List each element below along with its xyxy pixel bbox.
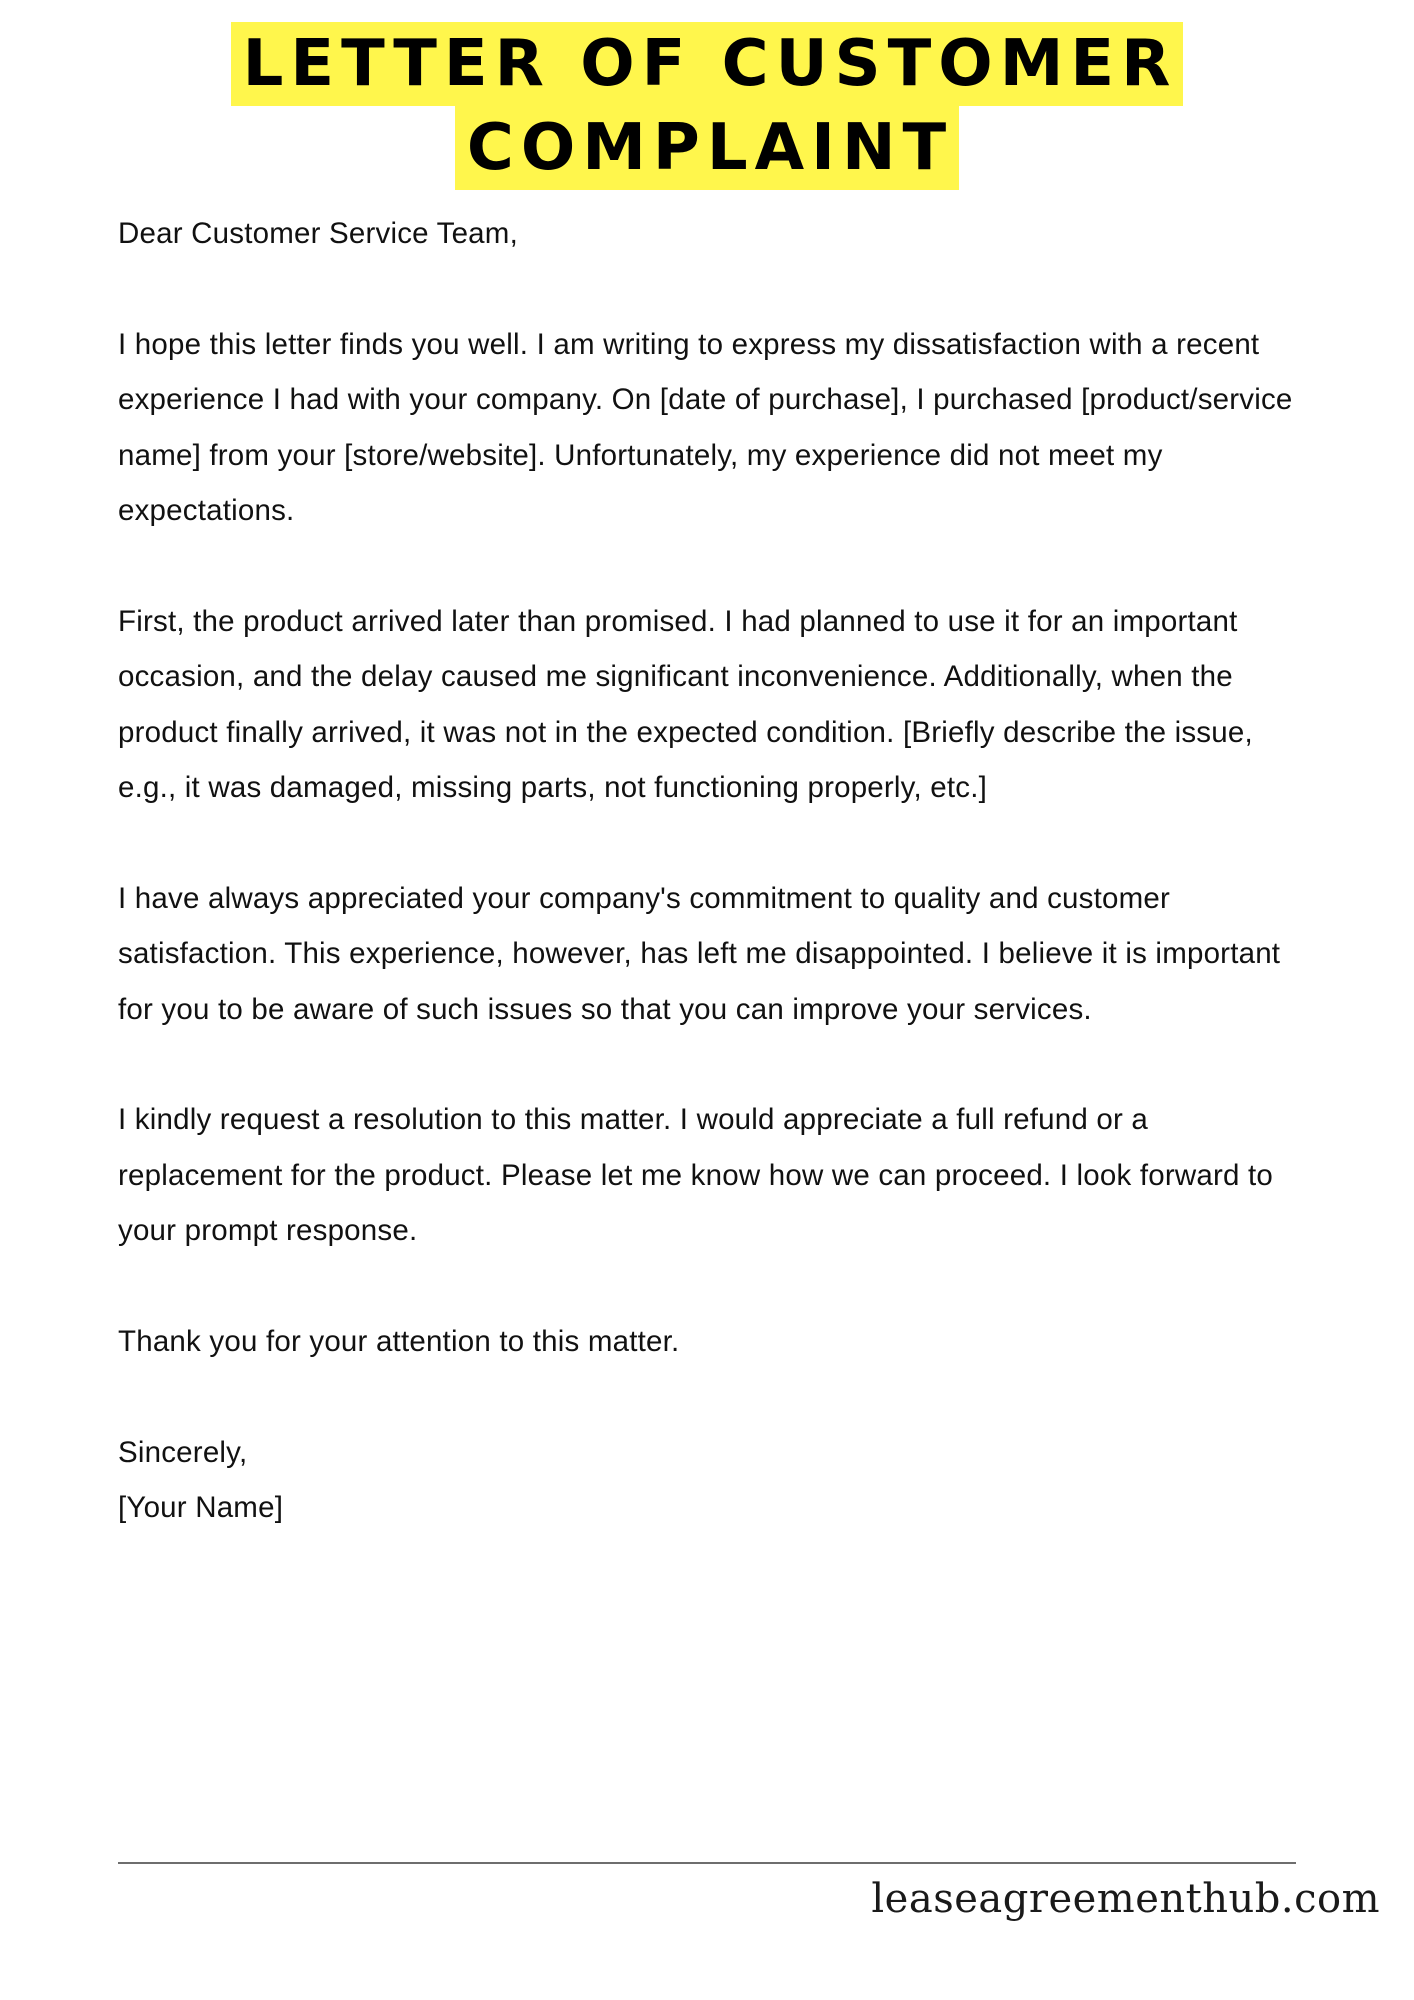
footer-website: leaseagreementhub.com [871, 1876, 1380, 1922]
letter-body [118, 206, 1318, 1536]
paragraph-4: I kindly request a resolution to this matter. I would appreciate a full refund or a replacement for the product. Please let me know how we can proceed. I look forward to your prompt response. [118, 1103, 1273, 1248]
signature: [Your Name] [118, 1491, 284, 1525]
footer-divider [118, 1862, 1296, 1864]
document-title [0, 22, 1414, 190]
salutation: Dear Customer Service Team, [118, 217, 518, 250]
title-line-1: LETTER OF CUSTOMER [231, 22, 1184, 106]
paragraph-2: First, the product arrived later than promised. I had planned to use it for an important occasion, and the delay caused me significant inconvenience. Additionally, when the product finally arrived, it was not in the expected condition. [Briefly describe the issue, e.g., it was damaged, missing parts, not functioning properly, etc.] [118, 604, 1253, 805]
paragraph-5: Thank you for your attention to this matter. [118, 1325, 680, 1359]
paragraph-1: I hope this letter finds you well. I am writing to express my dissatisfaction with a recent experience I had with your company. On [date of purchase], I purchased [product/service name] from your [store/website]. Unfortunately, my experience did not meet my expectations. [118, 327, 1293, 528]
title-line-2: COMPLAINT [455, 106, 959, 190]
closing: Sincerely, [118, 1435, 248, 1469]
paragraph-3: I have always appreciated your company's commitment to quality and customer satisfaction. This experience, however, has left me disappointed. I believe it is important for you to be aware of such issues so that you can improve your services. [118, 881, 1281, 1026]
